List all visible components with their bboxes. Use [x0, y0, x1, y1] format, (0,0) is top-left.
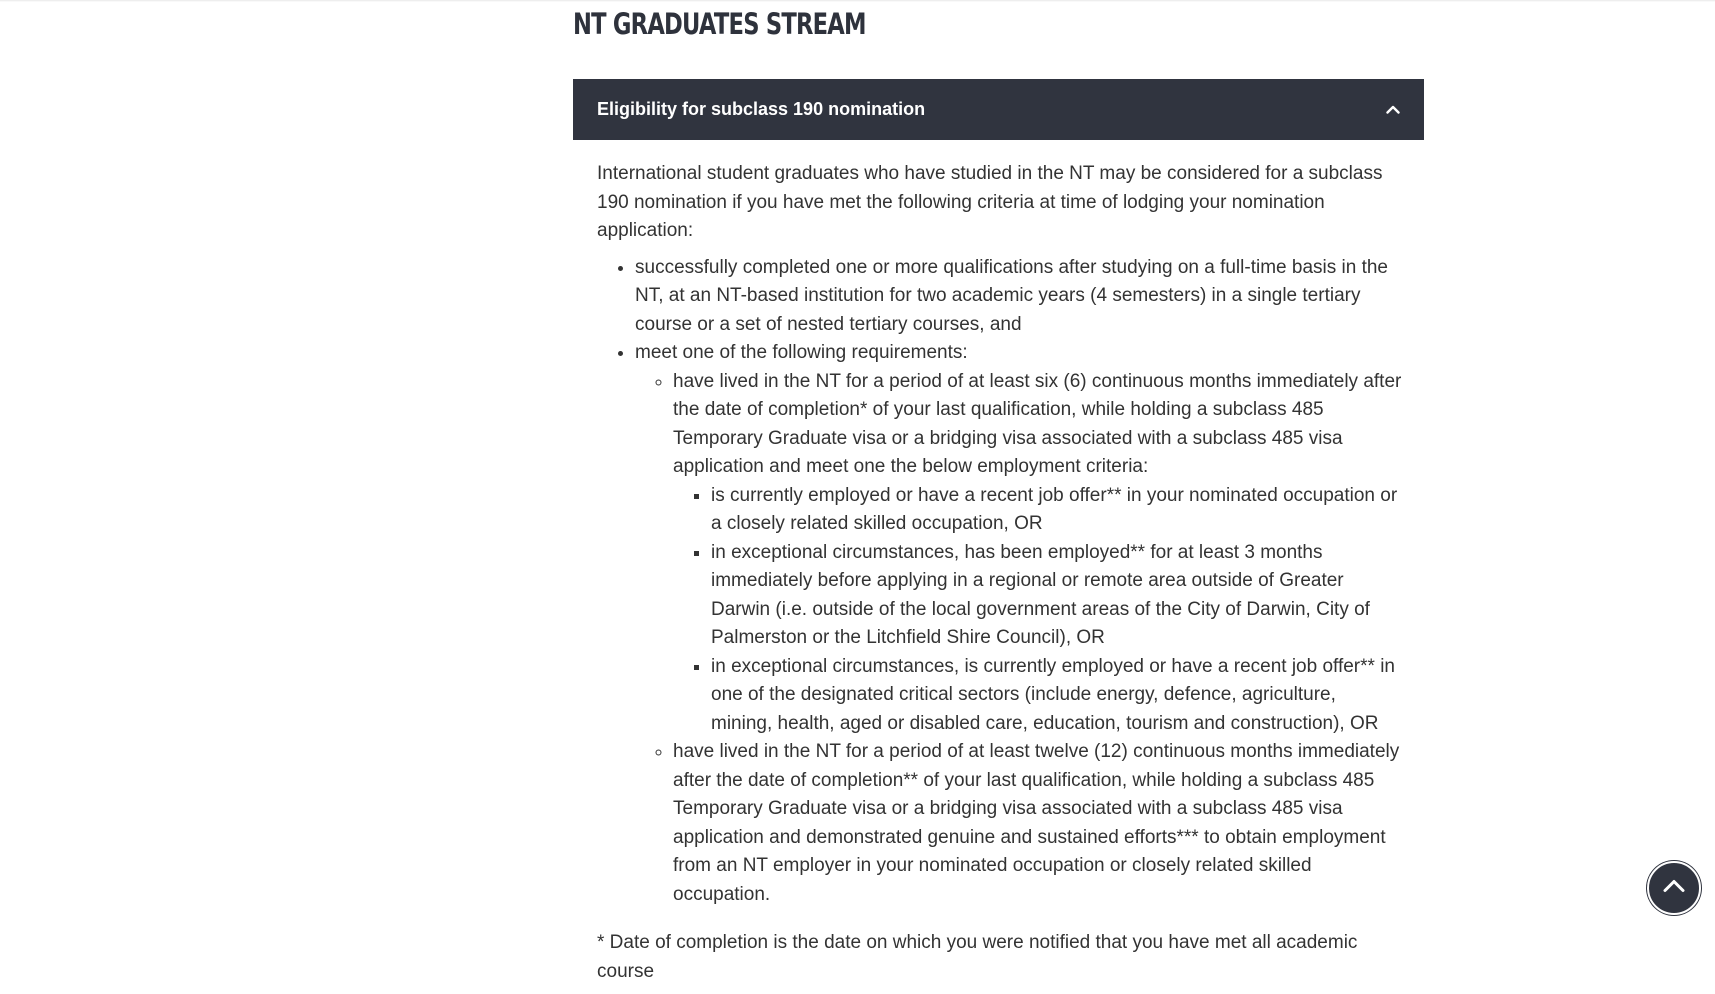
eligibility-accordion: [573, 79, 1424, 994]
requirement-item: ◦ have lived in the NT for a period of at least twelve (12) continuous months immediately after the date of completion** of your last qualification, while holding a subclass 485 Temporary Graduate visa or a bridging visa associated with a subclass 485 visa application and demonstrated genuine and sustained efforts*** to obtain employment from an NT employer in your nominated occupation or closely related skilled occupation.: [673, 738, 1402, 909]
requirement-item-text: have lived in the NT for a period of at least six (6) continuous months immediately after the date of completion* of your last qualification, while holding a subclass 485 Temporary Graduate visa or a bridging visa associated with a subclass 485 visa application and meet one the below employment criteria:: [673, 370, 1402, 477]
chevron-up-icon: [1663, 879, 1685, 898]
criteria-item: [635, 339, 1402, 909]
criteria-item: • successfully completed one or more qualifications after studying on a full-time basis in the NT, at an NT-based institution for two academic years (4 semesters) in a single tertiary course or a set of nested tertiary courses, and: [635, 254, 1402, 340]
employment-criteria-item: ▪ in exceptional circumstances, is currently employed or have a recent job offer** in one of the designated critical sectors (include energy, defence, agriculture, mining, health, aged or disabled care, education, tourism and construction), OR: [711, 653, 1402, 739]
top-shadow: [0, 0, 1715, 2]
employment-criteria-item: ▪ is currently employed or have a recent job offer** in your nominated occupation or a closely related skilled occupation, OR: [711, 482, 1402, 539]
back-to-top-button[interactable]: [1647, 861, 1701, 915]
criteria-list: [597, 254, 1402, 910]
employment-criteria-list: [673, 482, 1402, 739]
footnote: * Date of completion is the date on which you were notified that you have met all academic course: [597, 932, 1358, 982]
criteria-item-text: meet one of the following requirements:: [635, 342, 968, 363]
chevron-up-icon[interactable]: [1385, 102, 1401, 118]
intro-paragraph: International student graduates who have studied in the NT may be considered for a subclass 190 nomination if you have met the following criteria at time of lodging your nomination application:: [597, 163, 1383, 241]
accordion-body: [573, 140, 1424, 986]
employment-criteria-item: ▪ in exceptional circumstances, has been employed** for at least 3 months immediately before applying in a regional or remote area outside of Greater Darwin (i.e. outside of the local government areas of the City of Darwin, City of Palmerston or the Litchfield Shire Council), OR: [711, 539, 1402, 653]
requirements-list: [635, 368, 1402, 910]
page-title: NT GRADUATES STREAM: [573, 7, 866, 41]
requirement-item: [673, 368, 1402, 739]
accordion-header[interactable]: [573, 79, 1424, 140]
accordion-title: Eligibility for subclass 190 nomination: [597, 99, 926, 119]
